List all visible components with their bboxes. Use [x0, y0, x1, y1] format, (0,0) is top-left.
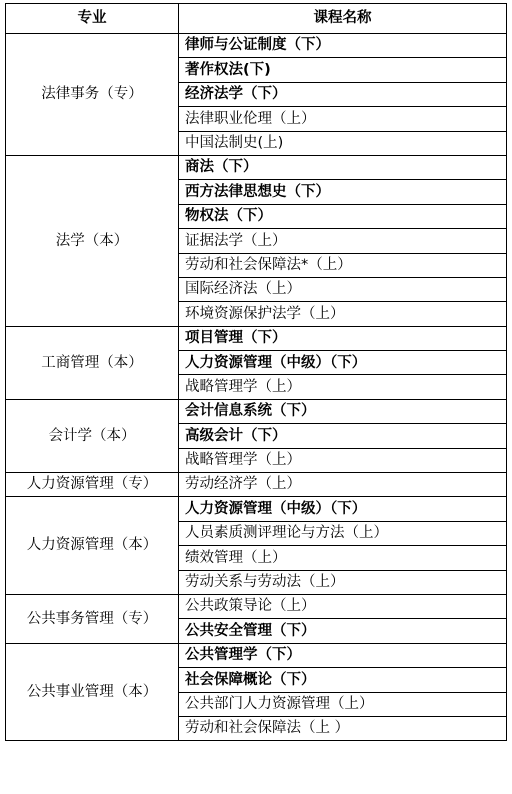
- course-cell: 绩效管理（上）: [179, 546, 507, 570]
- course-cell: 劳动关系与劳动法（上）: [179, 570, 507, 594]
- course-cell: 商法（下）: [179, 155, 507, 179]
- course-cell: 西方法律思想史（下）: [179, 180, 507, 204]
- course-cell: 人力资源管理（中级）（下）: [179, 497, 507, 521]
- table-row: [6, 497, 507, 521]
- major-cell: 法律事务（专）: [6, 34, 179, 156]
- course-cell: 人力资源管理（中级）（下）: [179, 351, 507, 375]
- course-cell: 物权法（下）: [179, 204, 507, 228]
- table-row: [6, 594, 507, 618]
- course-cell: 劳动经济学（上）: [179, 473, 507, 497]
- course-cell: 社会保障概论（下）: [179, 668, 507, 692]
- course-table: [5, 3, 507, 741]
- major-cell: 公共事业管理（本）: [6, 643, 179, 741]
- course-cell: 公共管理学（下）: [179, 643, 507, 667]
- major-cell: 法学（本）: [6, 155, 179, 326]
- course-cell: 会计信息系统（下）: [179, 399, 507, 423]
- course-cell: 经济法学（下）: [179, 82, 507, 106]
- course-cell: 国际经济法（上）: [179, 277, 507, 301]
- course-cell: 劳动和社会保障法*（上）: [179, 253, 507, 277]
- major-cell: 人力资源管理（本）: [6, 497, 179, 595]
- major-cell: 公共事务管理（专）: [6, 594, 179, 643]
- course-cell: 人员素质测评理论与方法（上）: [179, 521, 507, 545]
- table-row: [6, 473, 507, 497]
- course-cell: 战略管理学（上）: [179, 375, 507, 399]
- table-row: [6, 34, 507, 58]
- table-row: [6, 643, 507, 667]
- table-body: [6, 34, 507, 741]
- major-column-header: 专业: [6, 4, 179, 34]
- course-cell: 高级会计（下）: [179, 424, 507, 448]
- major-cell: 会计学（本）: [6, 399, 179, 472]
- course-cell: 环境资源保护法学（上）: [179, 302, 507, 326]
- table-row: [6, 326, 507, 350]
- course-cell: 公共政策导论（上）: [179, 594, 507, 618]
- course-cell: 著作权法(下): [179, 58, 507, 82]
- major-cell: 人力资源管理（专）: [6, 473, 179, 497]
- table-row: [6, 399, 507, 423]
- course-cell: 公共部门人力资源管理（上）: [179, 692, 507, 716]
- course-column-header: 课程名称: [179, 4, 507, 34]
- table-row: [6, 155, 507, 179]
- course-cell: 公共安全管理（下）: [179, 619, 507, 643]
- course-cell: 项目管理（下）: [179, 326, 507, 350]
- course-cell: 劳动和社会保障法（上 ）: [179, 716, 507, 740]
- course-cell: 中国法制史(上): [179, 131, 507, 155]
- major-cell: 工商管理（本）: [6, 326, 179, 399]
- course-cell: 法律职业伦理（上）: [179, 107, 507, 131]
- course-cell: 律师与公证制度（下）: [179, 34, 507, 58]
- header-row: [6, 4, 507, 34]
- course-cell: 战略管理学（上）: [179, 448, 507, 472]
- course-cell: 证据法学（上）: [179, 229, 507, 253]
